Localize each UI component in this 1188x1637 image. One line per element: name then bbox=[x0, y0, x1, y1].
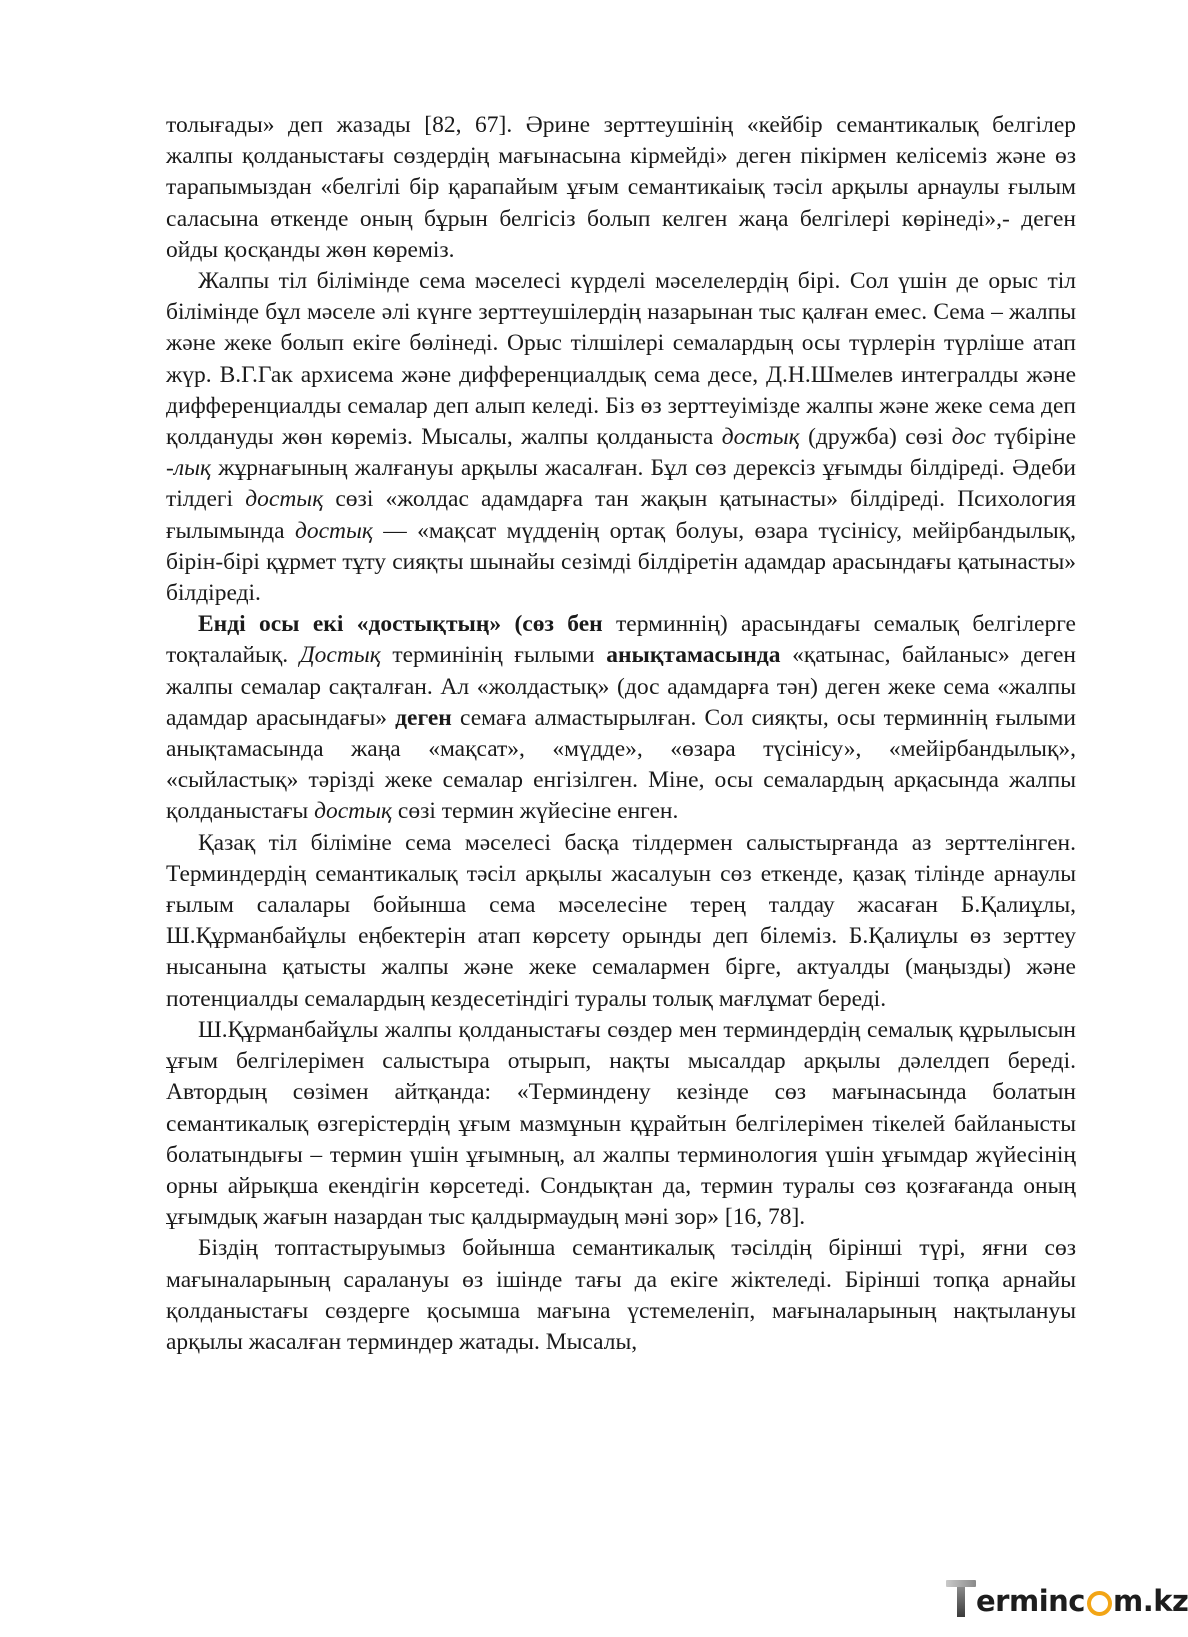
italic-term: Достық bbox=[299, 642, 381, 669]
paragraph bbox=[166, 1233, 1076, 1358]
logo-text-suffix: m.kz bbox=[1112, 1584, 1188, 1618]
document-page bbox=[166, 110, 1076, 1358]
text-run: Жалпы тіл білімінде сема мәселесі күрделі мәселелердің бірі. Сол үшін де орыс тіл білімінде бұл мәселе әлі күнге зерттеушілердің назарынан тыс қалған емес. Сема – жалпы және жеке болып екіге бөлінеді. Орыс тілшілері семалардың осы түрлерін түрліше атап жүр. В.Г.Гак архисема және дифференциалдық сема десе, Д.Н.Шмелев интегралды және дифференциалды семалар деп алып келеді. Біз өз зерттеуімізде жалпы және жеке сема деп қолдануды жөн көреміз. Мысалы, жалпы қолданыста bbox=[166, 268, 1076, 451]
text-run: «қатынас, байланыс» деген жалпы семалар сақталған. Ал «жолдастық» (дос адамдарға тән) деген жеке сема «жалпы адамдар арасындағы» bbox=[166, 642, 1076, 731]
text-run: — «мақсат мүдденің ортақ болуы, өзара түсінісу, мейірбандылық, бірін-бірі құрмет тұту сияқты шынайы сезімді білдіретін адамдар арасындағы қатынасты» білдіреді. bbox=[166, 517, 1076, 607]
italic-term: лық bbox=[173, 455, 211, 482]
text-run: сөзі «жолдас адамдарға тан жақын қатынасты» білдіреді. Психология ғылымында bbox=[166, 486, 1076, 544]
bold-text: деген bbox=[395, 704, 452, 731]
italic-term: достық bbox=[314, 798, 393, 825]
text-run: (дружба) сөзі bbox=[799, 424, 952, 451]
text-run: түбіріне - bbox=[166, 424, 1077, 482]
logo-text-prefix: ermin bbox=[976, 1584, 1069, 1618]
text-run: жұрнағының жалғануы арқылы жасалған. Бұл сөз дерексіз ұғымды білдіреді. Әдеби тілдегі bbox=[166, 455, 1076, 513]
paragraph bbox=[166, 110, 1076, 266]
text-run: Қазақ тіл біліміне сема мәселесі басқа тілдермен салыстырғанда аз зерттелінген. Терминдердің семантикалық тәсіл арқылы жасалуын сөз еткенде, қазақ тілінде арнаулы ғылым салалары бойынша сема мәселесіне терең талдау жасаған Б.Қалиұлы, Ш.Құрманбайұлы еңбектерін атап көрсету орынды деп білеміз. Б.Қалиұлы өз зерттеу нысанына қатысты жалпы және жеке семалармен бірге, актуалды (маңызды) және потенциалды семалардың кездесетіндігі туралы толық мағлұмат береді. bbox=[166, 829, 1076, 1012]
paragraph bbox=[166, 1015, 1076, 1233]
paragraph bbox=[166, 609, 1076, 827]
paragraph bbox=[166, 828, 1076, 1015]
bold-text: Енді осы екі «достықтың» (сөз бен bbox=[198, 611, 603, 638]
italic-term: дос bbox=[951, 424, 986, 451]
italic-term: достық bbox=[294, 517, 373, 544]
italic-term: достық bbox=[721, 424, 800, 451]
text-run: толығады» деп жазады [82, 67]. Әрине зерттеушінің «кейбір семантикалық белгілер жалпы қолданыстағы сөздердің мағынасына кірмейді» деген пікірмен келісеміз және өз тарапымыздан «белгілі бір қарапайым ұғым семантикаіық тәсіл арқылы арнаулы ғылым саласына өткенде оның бұрын белгісіз болып келген жаңа белгілері көрінеді»,- деген ойды қосқанды жөн көреміз. bbox=[166, 112, 1076, 263]
text-run: Біздің топтастыруымыз бойынша семантикалық тәсілдің бірінші түрі, яғни сөз мағыналарының саралануы өз ішінде тағы да екіге жіктеледі. Бірінші топқа арнайы қолданыстағы сөздерге қосымша мағына үстемеленіп, мағыналарының нақтылануы арқылы жасалған терминдер жатады. Мысалы, bbox=[166, 1235, 1076, 1355]
text-run: терминнің) арасындағы семалық белгілерге тоқталайық. bbox=[166, 611, 1076, 669]
text-run: Ш.Құрманбайұлы жалпы қолданыстағы сөздер мен терминдердің семалық құрылысын ұғым белгілерімен салыстыра отырып, нақты мысалдар арқылы дәлелдеп береді. Автордың сөзімен айтқанда: «Терминдену кезінде сөз мағынасында болатын семантикалық өзгерістердің ұғым мазмұнын құрайтын белгілерімен тікелей байланысты болатындығы – термин үшін ұғымның, ал жалпы терминология үшін ұғымдар жүйесінің орны айрықша екендігін көрсетеді. Сондықтан да, термин туралы сөз қозғағанда оның ұғымдық жағын назардан тыс қалдырмаудың мәні зор» [16, 78]. bbox=[166, 1016, 1076, 1231]
text-run: терминінің ғылыми bbox=[380, 642, 607, 669]
paragraph bbox=[166, 266, 1076, 609]
logo-text-c: c bbox=[1068, 1584, 1085, 1618]
logo-ring-icon bbox=[1087, 1591, 1112, 1616]
text-run: семаға алмастырылған. Сол сияқты, осы терминнің ғылыми анықтамасында жаңа «мақсат», «мүдде», «өзара түсінісу», «мейірбандылық», «сыйластық» тәрізді жеке семалар енгізілген. Міне, осы семалардың арқасында жалпы қолданыстағы bbox=[166, 704, 1076, 825]
termincom-logo[interactable] bbox=[946, 1574, 1188, 1618]
text-run: сөзі термин жүйесіне енген. bbox=[392, 798, 679, 825]
bold-text: анықтамасында bbox=[606, 642, 781, 669]
italic-term: достық bbox=[245, 486, 324, 513]
logo-wordmark bbox=[976, 1584, 1188, 1618]
t-logo-icon bbox=[946, 1578, 976, 1618]
